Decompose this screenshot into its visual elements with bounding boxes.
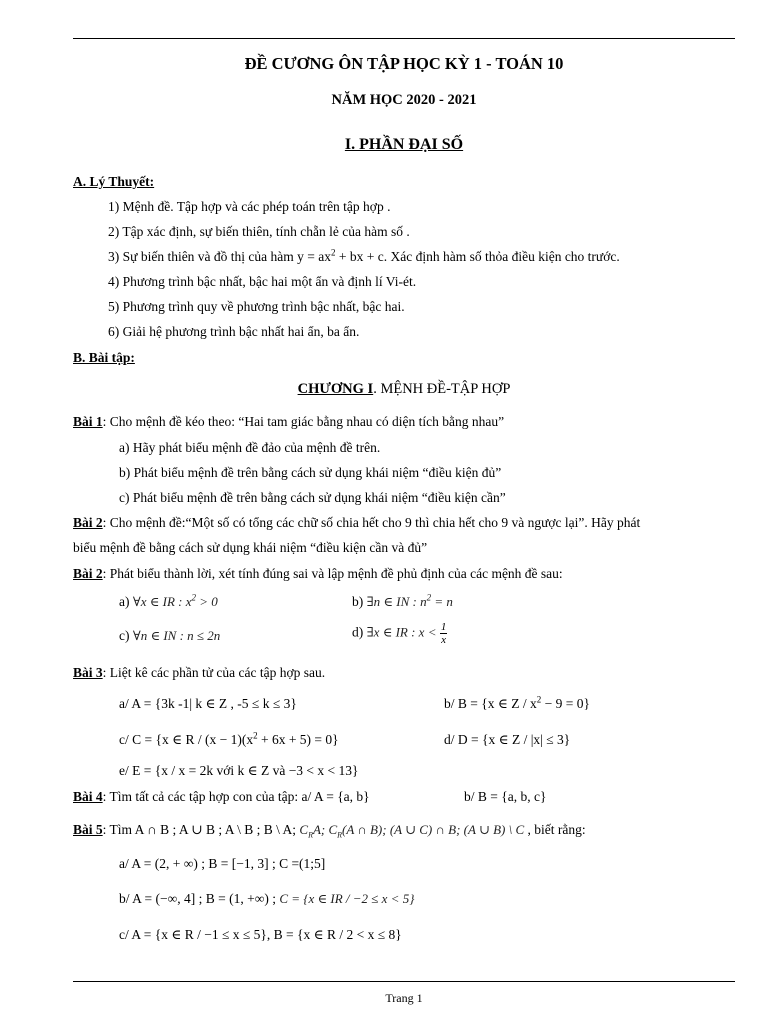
exercise-text: : Cho mệnh đề kéo theo: “Hai tam giác bằng nhau có diện tích bằng nhau” xyxy=(102,414,505,429)
exercise-1-part-c: c) Phát biểu mệnh đề trên bằng cách sử dụng khái niệm “điều kiện cần” xyxy=(119,490,506,505)
exercise-label: Bài 2 xyxy=(73,566,103,581)
exercise-3-part-b xyxy=(444,696,590,712)
formula-text: A; C xyxy=(312,822,338,837)
formula-text: ∃n ∈ IN : n xyxy=(366,594,427,609)
formula-text: (A ∩ B); (A ∪ C) ∩ B; (A ∪ B) \ C xyxy=(342,822,525,837)
page-number: Trang 1 xyxy=(385,991,423,1005)
part-tail: + 6x + 5) = 0} xyxy=(257,732,339,747)
part-label: d) xyxy=(352,624,364,640)
exponent: 2 xyxy=(426,592,432,603)
exercise-2 xyxy=(73,515,640,531)
chapter-title xyxy=(73,381,735,398)
theory-item: 1) Mệnh đề. Tập hợp và các phép toán trên tập hợp . xyxy=(108,199,391,214)
exercise-text: : Tìm A ∩ B ; A ∪ B ; A \ B ; B \ A; xyxy=(102,822,297,837)
theory-heading: A. Lý Thuyết: xyxy=(73,174,155,189)
part-tail: − 9 = 0} xyxy=(541,696,590,711)
theory-item: 4) Phương trình bậc nhất, bậc hai một ẩn và định lí Vi-ét. xyxy=(108,274,417,289)
exercise-label: Bài 3 xyxy=(73,665,103,680)
exercise-1-part-a: a) Hãy phát biểu mệnh đề đảo của mệnh đề trên. xyxy=(119,440,381,455)
theory-item: 5) Phương trình quy về phương trình bậc nhất, bậc hai. xyxy=(108,299,405,314)
exercise-2b xyxy=(73,566,563,582)
part-label: a) xyxy=(119,594,130,609)
formula-tail: > 0 xyxy=(195,594,218,609)
formula-text: C xyxy=(299,822,309,837)
formula: ∃x ∈ IR : x < xyxy=(366,624,437,640)
exponent: 2 xyxy=(253,730,258,741)
subscript: R xyxy=(337,830,343,840)
exercise-5-part-a: a/ A = (2, + ∞) ; B = [−1, 3] ; C =(1;5] xyxy=(119,856,326,871)
exercise-tail: , biết rằng: xyxy=(524,822,586,837)
exercise-2b-part-d xyxy=(352,621,447,646)
exercise-2-line-2: biểu mệnh đề bằng cách sử dụng khái niệm “điều kiện cần và đủ” xyxy=(73,540,428,555)
formula-tail: = n xyxy=(431,594,453,609)
exercise-text: : Tìm tất cả các tập hợp con của tập: a/ A = {a, b} xyxy=(102,789,370,804)
exercise-5-part-c: c/ A = {x ∈ R / −1 ≤ x ≤ 5}, B = {x ∈ R / 2 < x ≤ 8} xyxy=(119,927,402,942)
exercise-4-part-b: b/ B = {a, b, c} xyxy=(464,789,547,804)
exponent: 2 xyxy=(536,694,542,705)
section-title: I. PHẦN ĐẠI SỐ xyxy=(344,136,464,153)
formula xyxy=(133,594,218,609)
theory-item-3-rest: + bx + c. Xác định hàm số thỏa điều kiện cho trước. xyxy=(335,249,620,264)
formula-text: ∀x ∈ IR : x xyxy=(132,594,192,609)
theory-item-3-text: 3) Sự biến thiên và đồ thị của hàm y = ax xyxy=(108,249,332,264)
exercise-3-part-e: e/ E = {x / x = 2k với k ∈ Z và −3 < x < 13} xyxy=(119,763,359,778)
chapter-name: . MỆNH ĐỀ-TẬP HỢP xyxy=(373,381,511,397)
exercise-5 xyxy=(73,822,586,840)
exercise-1-part-b: b) Phát biểu mệnh đề trên bằng cách sử dụng khái niệm “điều kiện đủ” xyxy=(119,465,502,480)
part-text: c/ C = {x ∈ R / (x − 1)(x xyxy=(119,732,254,747)
exercise-3-part-d: d/ D = {x ∈ Z / |x| ≤ 3} xyxy=(444,732,571,747)
chapter-label: CHƯƠNG I xyxy=(297,381,374,397)
part-label: c) xyxy=(119,628,130,643)
theory-item: 2) Tập xác định, sự biến thiên, tính chẵn lẻ của hàm số . xyxy=(108,224,410,239)
exponent: 2 xyxy=(331,247,336,258)
subscript: R xyxy=(308,830,313,840)
exercise-label: Bài 1 xyxy=(73,414,103,429)
formula xyxy=(367,594,453,609)
exercise-label: Bài 4 xyxy=(73,789,103,804)
school-year: NĂM HỌC 2020 - 2021 xyxy=(331,92,477,108)
theory-item: 6) Giải hệ phương trình bậc nhất hai ẩn, ba ẩn. xyxy=(108,324,360,339)
exercise-4 xyxy=(73,789,370,805)
denominator: x xyxy=(441,634,447,646)
exercise-2b-part-b xyxy=(352,594,453,610)
header-rule xyxy=(73,38,735,39)
exercise-3 xyxy=(73,665,325,681)
exercise-2b-part-a xyxy=(119,594,218,610)
part-text: b/ B = {x ∈ Z / x xyxy=(444,696,537,711)
document-title: ĐỀ CƯƠNG ÔN TẬP HỌC KỲ 1 - TOÁN 10 xyxy=(244,54,564,73)
footer-rule xyxy=(73,981,735,982)
exercise-3-part-c xyxy=(119,732,339,748)
exercise-5-part-b xyxy=(119,891,414,907)
exercise-3-part-a: a/ A = {3k -1| k ∈ Z , -5 ≤ k ≤ 3} xyxy=(119,696,297,711)
exercise-text: : Liệt kê các phần tử của các tập hợp sau. xyxy=(102,665,326,680)
part-text: b/ A = (−∞, 4] ; B = (1, +∞) ; xyxy=(119,891,276,906)
numerator: 1 xyxy=(440,621,447,633)
exercise-text: : Cho mệnh đề:“Một số có tổng các chữ số chia hết cho 9 thì chia hết cho 9 và ngược lại”. Hãy phát xyxy=(102,515,641,530)
part-label: b) xyxy=(352,594,364,609)
formula: ∀n ∈ IN : n ≤ 2n xyxy=(132,628,221,643)
formula xyxy=(299,822,525,840)
exercise-1 xyxy=(73,414,504,430)
exercises-heading: B. Bài tập: xyxy=(73,350,135,365)
fraction xyxy=(440,621,448,646)
exponent: 2 xyxy=(191,592,196,603)
exercise-text: : Phát biểu thành lời, xét tính đúng sai và lập mệnh đề phủ định của các mệnh đề sau: xyxy=(102,566,563,581)
formula: C = {x ∈ IR / −2 ≤ x < 5} xyxy=(279,891,415,906)
exercise-label: Bài 2 xyxy=(73,515,103,530)
exercise-label: Bài 5 xyxy=(73,822,103,837)
exercise-2b-part-c xyxy=(119,628,220,644)
theory-item xyxy=(108,249,620,265)
